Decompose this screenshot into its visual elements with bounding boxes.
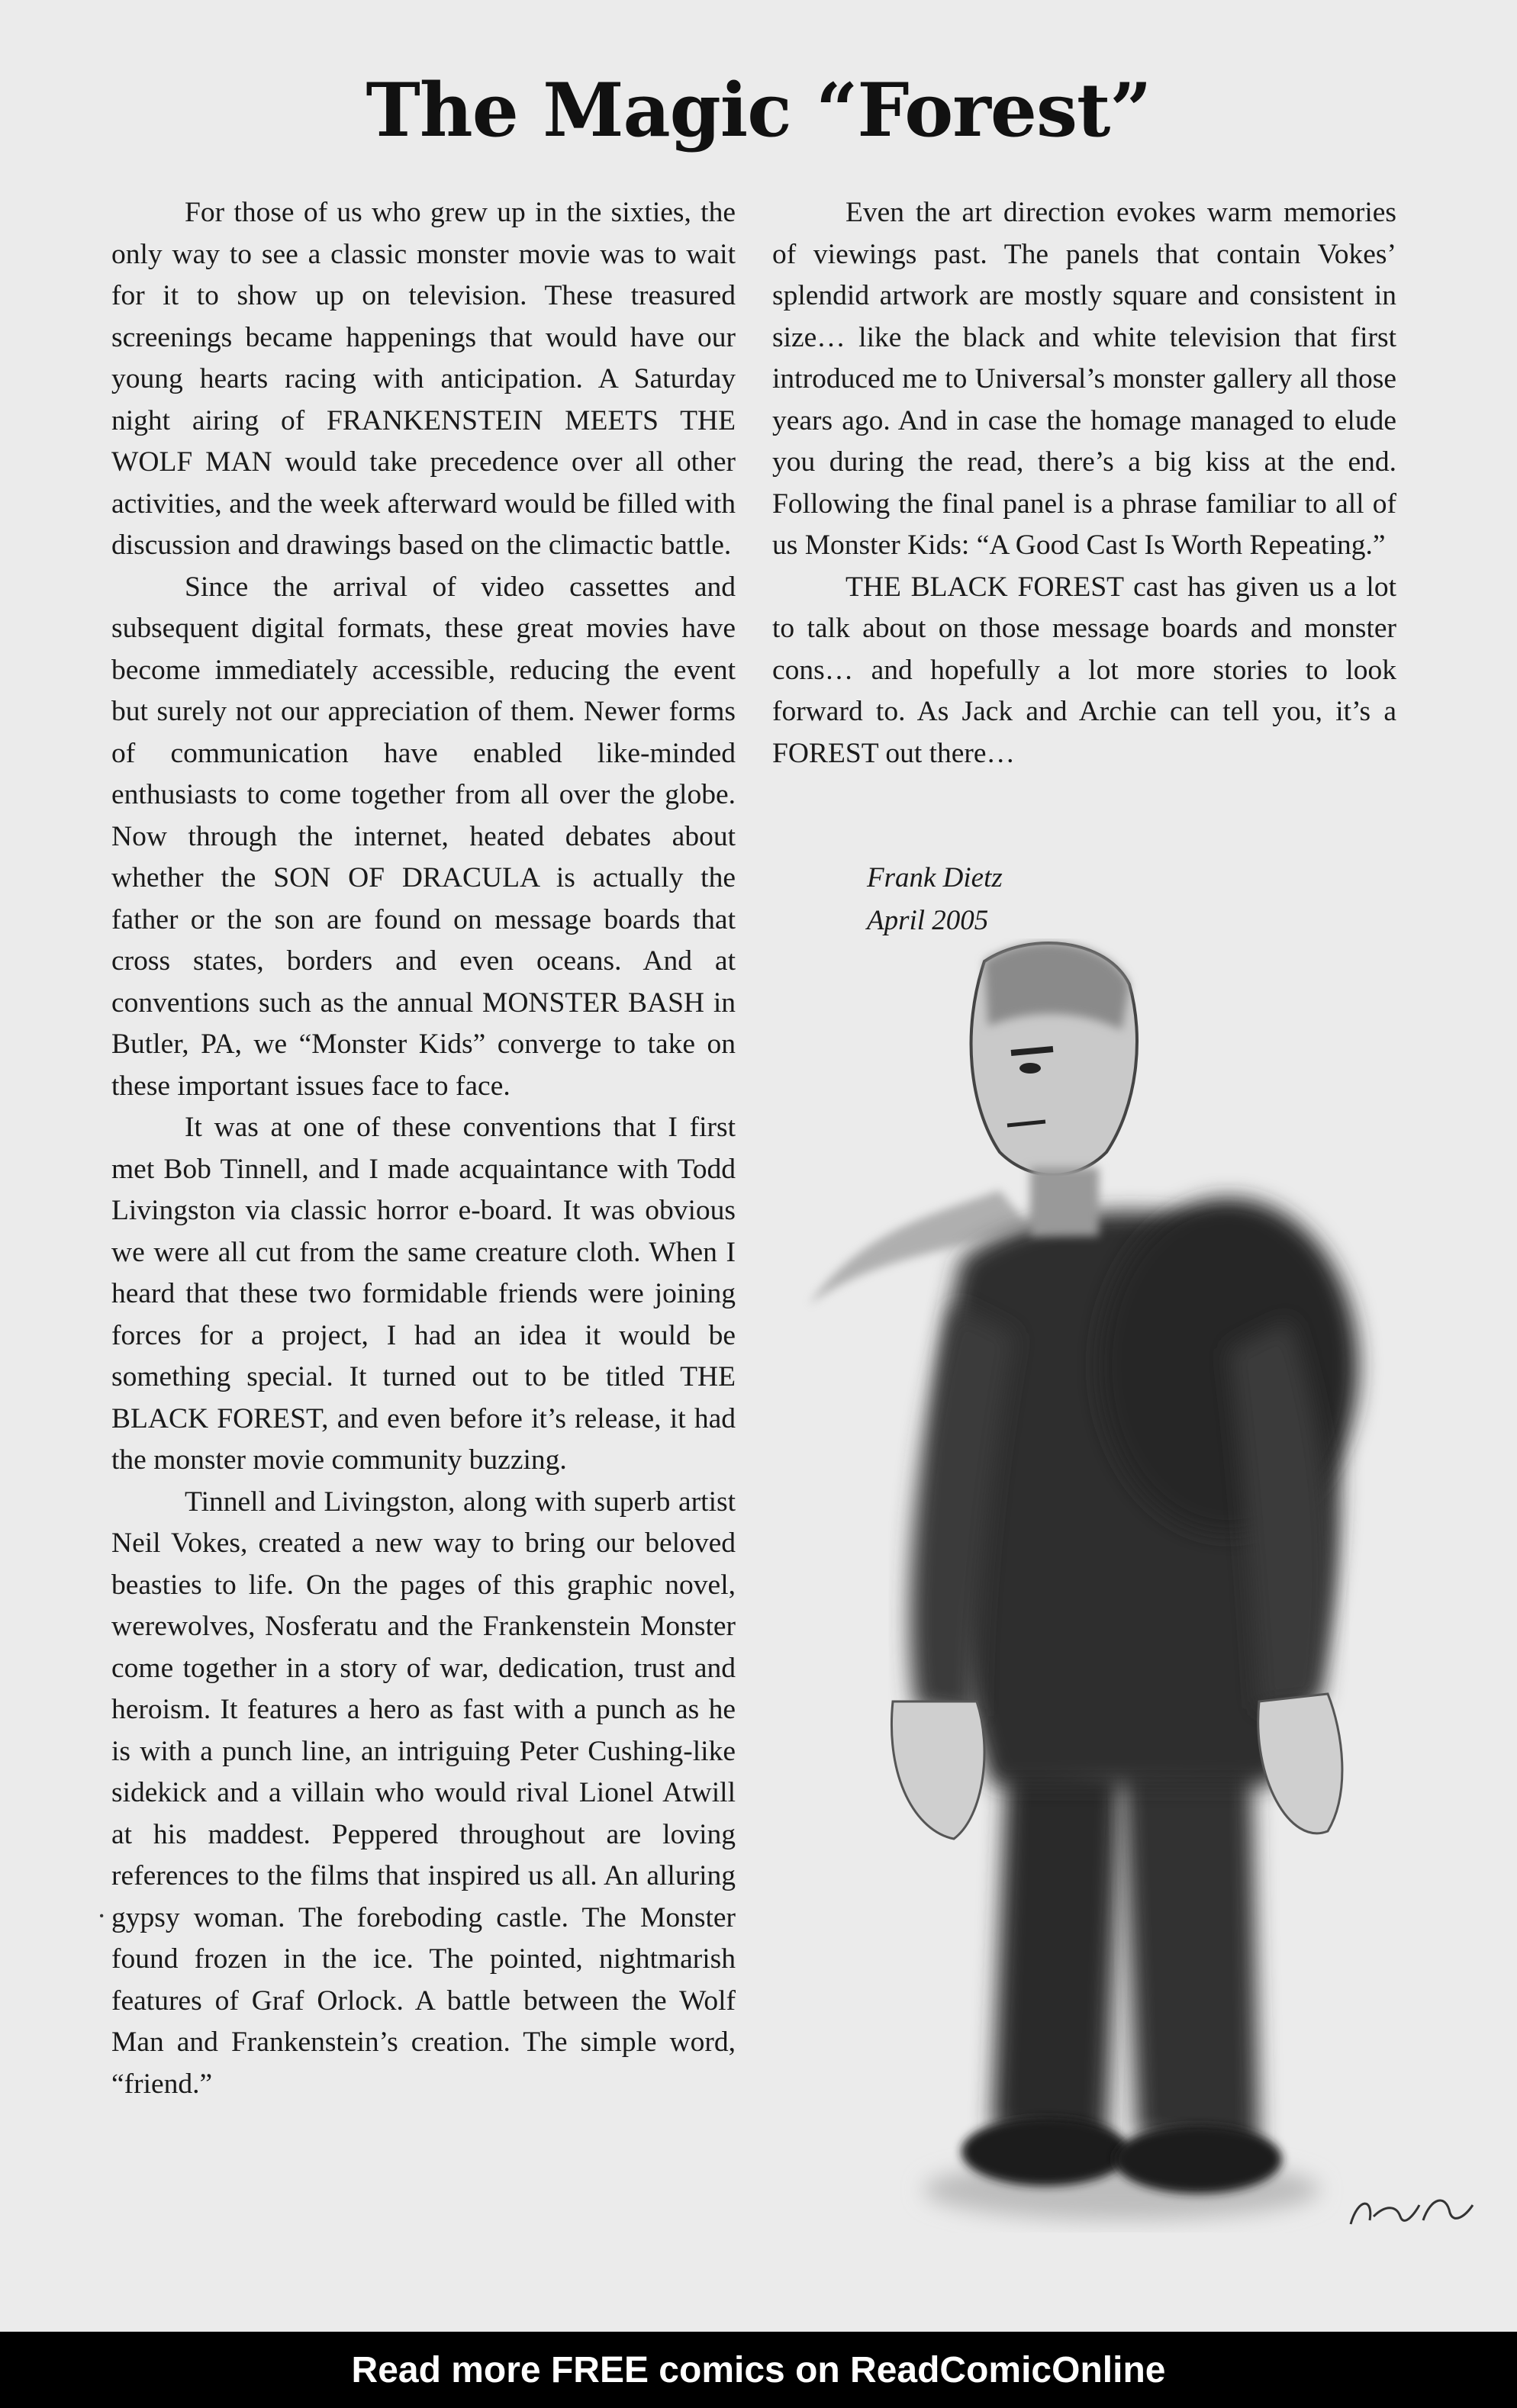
paragraph: Tinnell and Livingston, along with superb artist Neil Vokes, created a new way to bring our beloved beasties to life. On the pages of this graphic novel, werewolves, Nosferatu and the Frankenstein Monster come together in a story of war, dedication, trust and heroism. It features a hero as fast with a punch as he is with a punch line, an intriguing Peter Cushing-like sidekick and a villain who would rival Lionel Atwill at his maddest. Peppered throughout are loving references to the films that inspired us all. An alluring gypsy woman. The foreboding castle. The Monster found frozen in the ice. The pointed, nightmarish features of Graf Orlock. A battle between the Wolf Man and Frankenstein’s creation. The simple word, “friend.” bbox=[111, 1486, 736, 2100]
artist-signature bbox=[1343, 2182, 1480, 2243]
footer-banner bbox=[0, 2332, 1517, 2408]
paragraph: Since the arrival of video cassettes and subsequent digital formats, these great movies have become immediately accessible, reducing the event but surely not our appreciation of them. Newer forms of communication have enabled like-minded enthusiasts to come together from all over the globe. Now through the internet, heated debates about whether the SON OF DRACULA is actually the father or the son are found on message boards that cross states, borders and even oceans. And at conventions such as the annual MONSTER BASH in Butler, PA, we “Monster Kids” converge to take on these important issues face to face. bbox=[111, 571, 736, 1102]
right-column bbox=[772, 192, 1396, 774]
left-column bbox=[111, 192, 736, 2105]
margin-dot: · bbox=[97, 1901, 107, 1932]
article-title: The Magic “Forest” bbox=[366, 67, 1151, 153]
byline-author: Frank Dietz bbox=[867, 862, 1003, 893]
footer-text[interactable]: Read more FREE comics on ReadComicOnline bbox=[351, 2349, 1166, 2390]
paragraph: Even the art direction evokes warm memories of viewings past. The panels that contain Vokes’ splendid artwork are mostly square and consistent in size… like the black and white television that first introduced me to Universal’s monster gallery all those years ago. And in case the homage managed to elude you during the read, there’s a big kiss at the end. Following the final panel is a phrase familiar to all of us Monster Kids: “A Good Cast Is Worth Repeating.” bbox=[772, 197, 1396, 561]
paragraph: It was at one of these conventions that I first met Bob Tinnell, and I made acquaintance with Todd Livingston via classic horror e-board. It was obvious we were all cut from the same creature cloth. When I heard that these two formidable friends were joining forces for a project, I had an idea it would be something special. It turned out to be titled THE BLACK FOREST, and even before it’s release, it had the monster movie community buzzing. bbox=[111, 1112, 736, 1476]
byline bbox=[867, 857, 1003, 942]
paragraph: THE BLACK FOREST cast has given us a lot to talk about on those message boards and monster cons… and hopefully a lot more stories to look forward to. As Jack and Archie can tell you, it’s a FOREST out there… bbox=[772, 571, 1396, 769]
byline-date: April 2005 bbox=[867, 905, 989, 936]
paragraph: For those of us who grew up in the sixties, the only way to see a classic monster movie was to wait for it to show up on television. These treasured screenings became happenings that would have our young hearts racing with anticipation. A Saturday night airing of FRANKENSTEIN MEETS THE WOLF MAN would take precedence over all other activities, and the week afterward would be filled with discussion and drawings based on the climactic battle. bbox=[111, 197, 736, 561]
frankenstein-monster-illustration bbox=[801, 938, 1473, 2236]
